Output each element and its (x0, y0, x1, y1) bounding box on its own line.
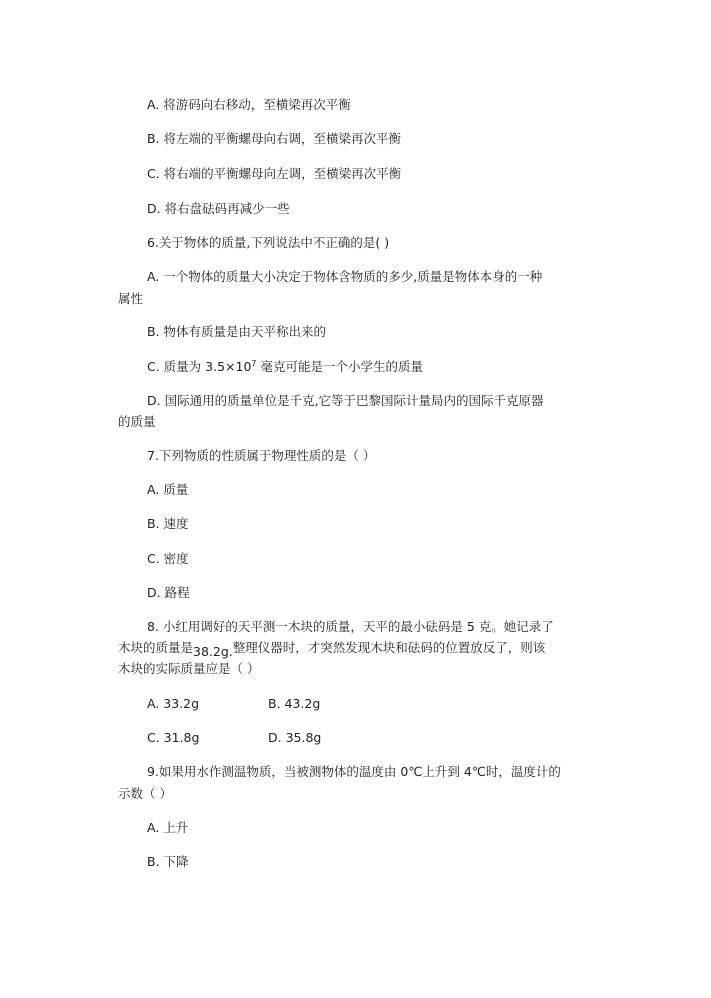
q9-stem-line-1: 9.如果用水作测温物质，当被测物体的温度由 0℃上升到 4℃时，温度计的 (147, 764, 561, 779)
q7-option-b: B. 速度 (147, 516, 189, 531)
q5-option-c: C. 将右端的平衡螺母向左调，至横梁再次平衡 (147, 166, 402, 181)
q8-stem-line-1: 8. 小红用调好的天平测一木块的质量，天平的最小砝码是 5 克。她记录了 (147, 619, 554, 634)
q5-option-d: D. 将右盘砝码再减少一些 (147, 201, 290, 216)
q6-stem: 6.关于物体的质量,下列说法中不正确的是( ) (147, 235, 390, 250)
q6-option-c (147, 359, 423, 375)
q7-stem: 7.下列物质的性质属于物理性质的是（ ） (147, 448, 376, 463)
q8-option-b: B. 43.2g (268, 696, 321, 711)
q5-option-b: B. 将左端的平衡螺母向右调，至横梁再次平衡 (147, 131, 402, 146)
q8-stem-line-2 (118, 640, 546, 659)
q7-option-a: A. 质量 (147, 482, 189, 497)
q6-option-c-text: C. 质量为 3.5×10 (147, 359, 252, 374)
q6-option-d-continued: 的质量 (118, 414, 156, 429)
q6-option-a: A. 一个物体的质量大小决定于物体含物质的多少,质量是物体本身的一种 (147, 269, 543, 284)
q8-option-c: C. 31.8g (147, 730, 200, 745)
q6-option-a-continued: 属性 (118, 291, 144, 306)
q8-option-a: A. 33.2g (147, 696, 200, 711)
q6-option-c-exponent: 7 (251, 359, 257, 368)
q6-option-c-text-rest: 毫克可能是一个小学生的质量 (256, 359, 423, 374)
q8-stem-line-2-start: 木块的质量是 (118, 640, 194, 655)
q8-recorded-mass: 38.2g. (193, 644, 233, 659)
q7-option-d: D. 路程 (147, 585, 190, 600)
q8-option-d: D. 35.8g (268, 730, 322, 745)
q9-option-b: B. 下降 (147, 854, 189, 869)
q9-stem-line-2: 示数（ ） (118, 786, 172, 801)
q8-stem-line-3: 木块的实际质量应是（ ） (118, 661, 260, 676)
q6-option-b: B. 物体有质量是由天平称出来的 (147, 324, 327, 339)
q7-option-c: C. 密度 (147, 551, 189, 566)
q6-option-d: D. 国际通用的质量单位是千克,它等于巴黎国际计量局内的国际千克原器 (147, 393, 544, 408)
q9-option-a: A. 上升 (147, 820, 189, 835)
q8-stem-line-2-end: 整理仪器时，才突然发现木块和砝码的位置放反了，则该 (232, 640, 546, 655)
q5-option-a: A. 将游码向右移动，至横梁再次平衡 (147, 97, 351, 112)
